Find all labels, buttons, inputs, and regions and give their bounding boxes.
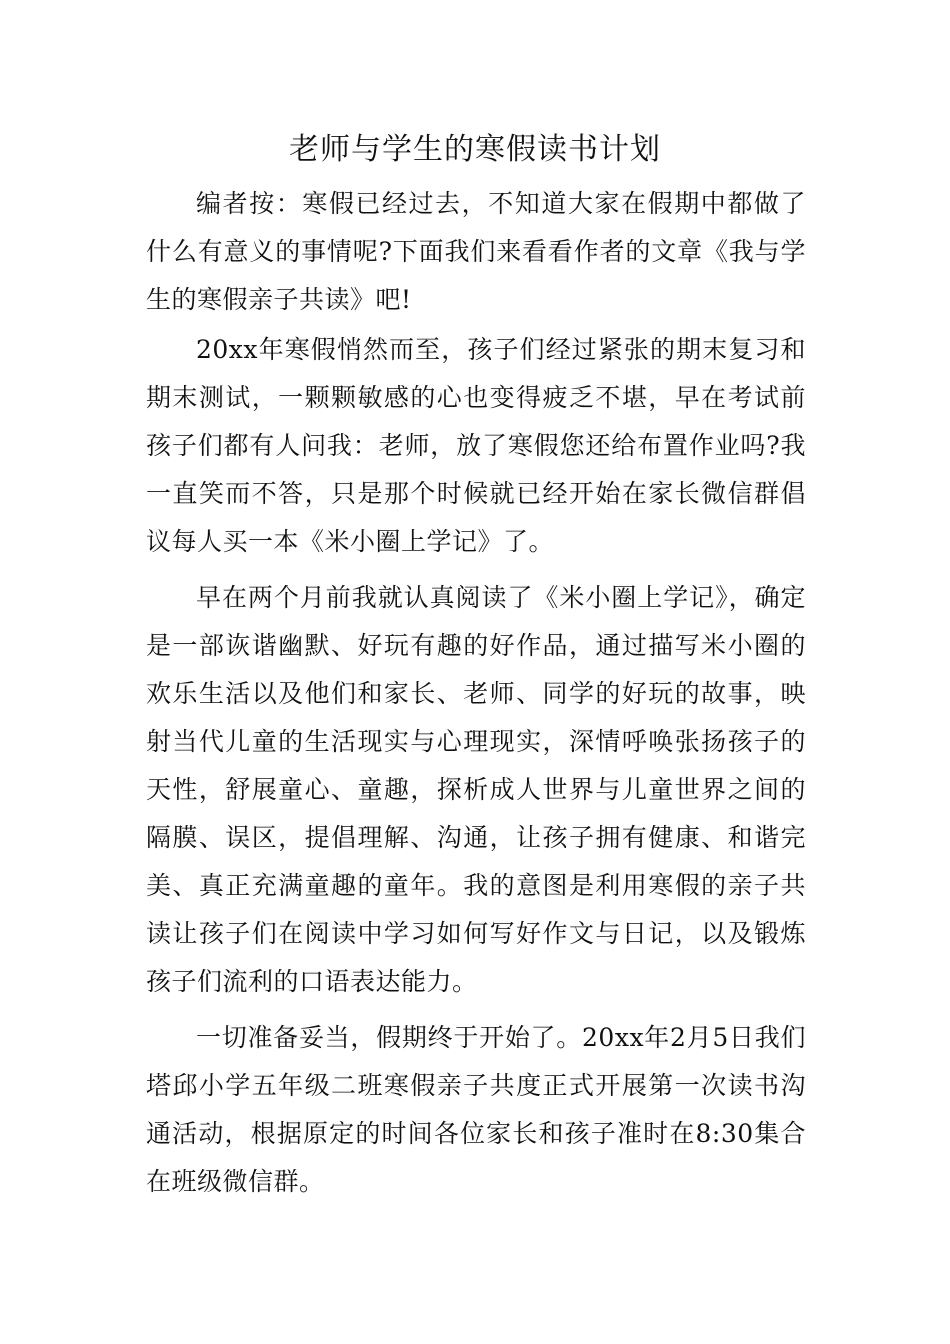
document-body xyxy=(146,180,806,1206)
paragraph-book-intro: 早在两个月前我就认真阅读了《米小圈上学记》，确定是一部诙谐幽默、好玩有趣的好作品，通过描写米小圈的欢乐生活以及他们和家长、老师、同学的好玩的故事，映射当代儿童的生活现实与心理现实，深情呼唤张扬孩子的天性，舒展童心、童趣，探析成人世界与儿童世界之间的隔膜、误区，提倡理解、沟通，让孩子拥有健康、和谐完美、真正充满童趣的童年。我的意图是利用寒假的亲子共读让孩子们在阅读中学习如何写好作文与日记，以及锻炼孩子们流利的口语表达能力。 xyxy=(146,583,806,996)
paragraph-activity-start: 一切准备妥当，假期终于开始了。20xx年2月5日我们塔邱小学五年级二班寒假亲子共度正式开展第一次读书沟通活动，根据原定的时间各位家长和孩子准时在8:30集合在班级微信群。 xyxy=(146,1023,806,1196)
document-title: 老师与学生的寒假读书计划 xyxy=(289,132,661,167)
paragraph-winter-break: 20xx年寒假悄然而至，孩子们经过紧张的期末复习和期末测试，一颗颗敏感的心也变得疲乏不堪，早在考试前孩子们都有人问我：老师，放了寒假您还给布置作业吗?我一直笑而不答，只是那个时候就已经开始在家长微信群倡议每人买一本《米小圈上学记》了。 xyxy=(146,335,806,556)
paragraph-editor-note: 编者按：寒假已经过去，不知道大家在假期中都做了什么有意义的事情呢?下面我们来看看作者的文章《我与学生的寒假亲子共读》吧! xyxy=(146,189,806,314)
